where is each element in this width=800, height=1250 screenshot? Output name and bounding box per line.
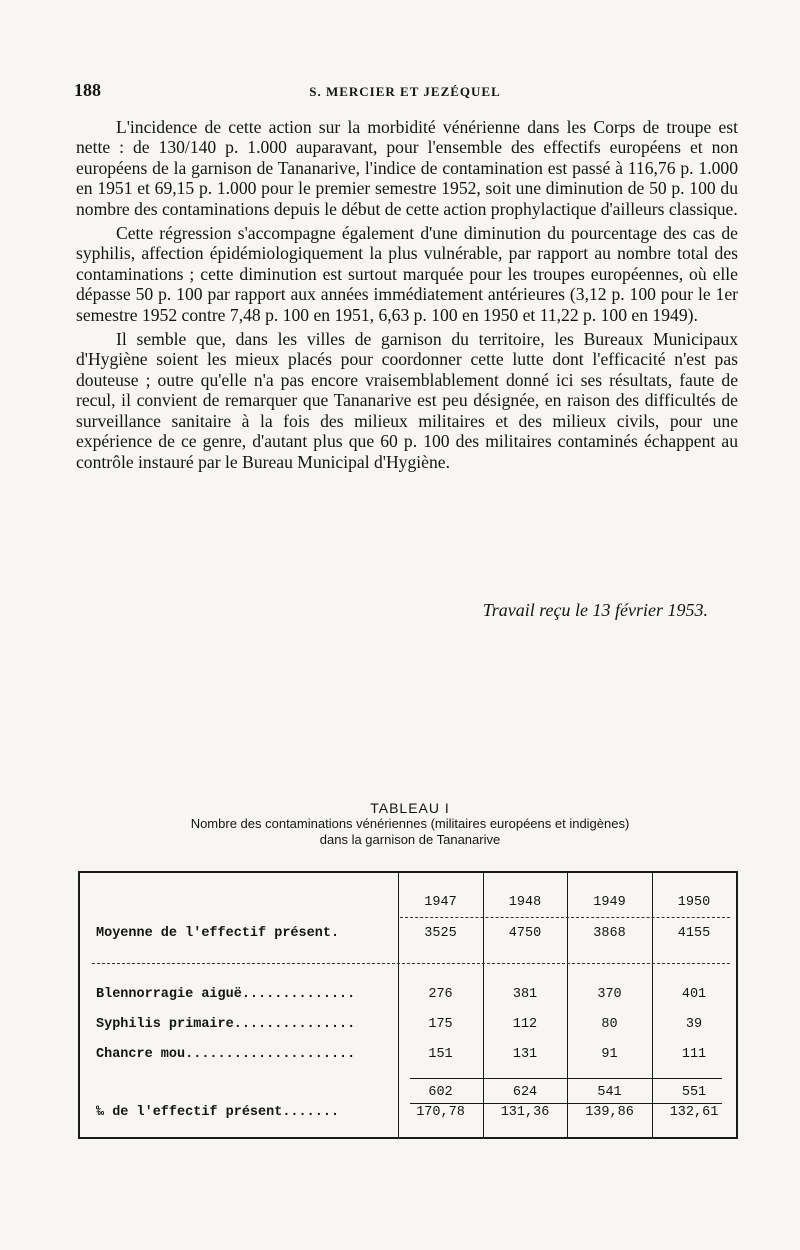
effectif-1948: 4750	[508, 926, 542, 941]
blennorragie-1948: 381	[512, 987, 538, 1002]
total-1950: 551	[681, 1085, 707, 1100]
chancre-1949: 91	[601, 1047, 618, 1062]
year-1950: 1950	[677, 895, 711, 910]
row-label-syphilis: Syphilis primaire...............	[96, 1017, 356, 1032]
row-label-effectif: Moyenne de l'effectif présent.	[96, 926, 340, 941]
syphilis-1948: 112	[512, 1017, 538, 1032]
received-date: Travail reçu le 13 février 1953.	[482, 600, 708, 620]
blennorragie-1949: 370	[597, 987, 622, 1002]
header-rule	[400, 917, 730, 918]
contaminations-table	[78, 871, 738, 1139]
effectif-1949: 3868	[593, 926, 626, 941]
fraction-rule	[410, 1103, 722, 1104]
permille-1949: 139,86	[585, 1105, 634, 1120]
page-header	[74, 80, 736, 102]
row-label-chancre: Chancre mou.....................	[96, 1047, 356, 1062]
paragraph-2: Cette régression s'accompagne également d'une diminution du pourcentage des cas de syphilis, affection épidémiologiquement la plus vulnérable, par rapport au nombre total des contaminations ; cette diminution est surtout marquée pour les troupes européennes, où elle dépasse 50 p. 100 par rapport aux années immédiatement antérieures (3,12 p. 100 pour le 1er semestre 1952 contre 7,48 p. 100 en 1951, 6,63 p. 100 en 1950 et 11,22 p. 100 en 1949).	[76, 223, 738, 325]
effectif-1947: 3525	[424, 926, 457, 941]
table-caption	[80, 800, 740, 848]
year-1947: 1947	[424, 895, 457, 910]
table-label: TABLEAU I	[370, 800, 450, 816]
permille-1947: 170,78	[416, 1105, 465, 1120]
article-body	[76, 117, 738, 476]
page-number: 188	[74, 80, 101, 100]
effectif-1950: 4155	[677, 926, 711, 941]
total-1949: 541	[597, 1085, 622, 1100]
chancre-1950: 111	[681, 1047, 707, 1062]
running-title: S. MERCIER ET JEZÉQUEL	[309, 84, 501, 99]
section-rule	[92, 963, 730, 964]
paragraph-1: L'incidence de cette action sur la morbidité vénérienne dans les Corps de troupe est nette : de 130/140 p. 1.000 auparavant, pour l'ensemble des effectifs européens et non européens de la garnison de Tananarive, l'indice de contamination est passé à 116,76 p. 1.000 en 1951 et 69,15 p. 1.000 pour le premier semestre 1952, soit une diminution de 50 p. 100 du nombre des contaminations depuis le début de cette action prophylactique d'ailleurs classique.	[76, 117, 738, 219]
sum-rule	[410, 1078, 722, 1079]
syphilis-1947: 175	[428, 1017, 453, 1032]
syphilis-1949: 80	[601, 1017, 618, 1032]
year-1948: 1948	[508, 895, 542, 910]
chancre-1947: 151	[428, 1047, 453, 1062]
permille-1948: 131,36	[500, 1105, 550, 1120]
blennorragie-1947: 276	[428, 987, 453, 1002]
paragraph-3: Il semble que, dans les villes de garnison du territoire, les Bureaux Municipaux d'Hygiène soient les mieux placés pour coordonner cette lutte dont l'efficacité n'est pas douteuse ; outre qu'elle n'a pas encore vraisemblablement donné ici ses résultats, faute de recul, il convient de remarquer que Tananarive est peu désignée, en raison des difficultés de surveillance sanitaire à la fois des milieux militaires et des milieux civils, pour une expérience de ce genre, d'autant plus que 60 p. 100 des militaires contaminés échappent au contrôle instauré par le Bureau Municipal d'Hygiène.	[76, 329, 738, 472]
total-1948: 624	[512, 1085, 538, 1100]
chancre-1948: 131	[512, 1047, 538, 1062]
row-label-permille: ‰ de l'effectif présent.......	[96, 1105, 340, 1120]
table-caption-line-2: dans la garnison de Tananarive	[319, 832, 501, 847]
table-caption-line-1: Nombre des contaminations vénériennes (militaires européens et indigènes)	[190, 816, 630, 831]
blennorragie-1950: 401	[681, 987, 707, 1002]
year-1949: 1949	[593, 895, 626, 910]
total-1947: 602	[428, 1085, 453, 1100]
permille-1950: 132,61	[669, 1105, 719, 1120]
row-label-blennorragie: Blennorragie aiguë..............	[96, 987, 356, 1002]
syphilis-1950: 39	[685, 1017, 703, 1032]
